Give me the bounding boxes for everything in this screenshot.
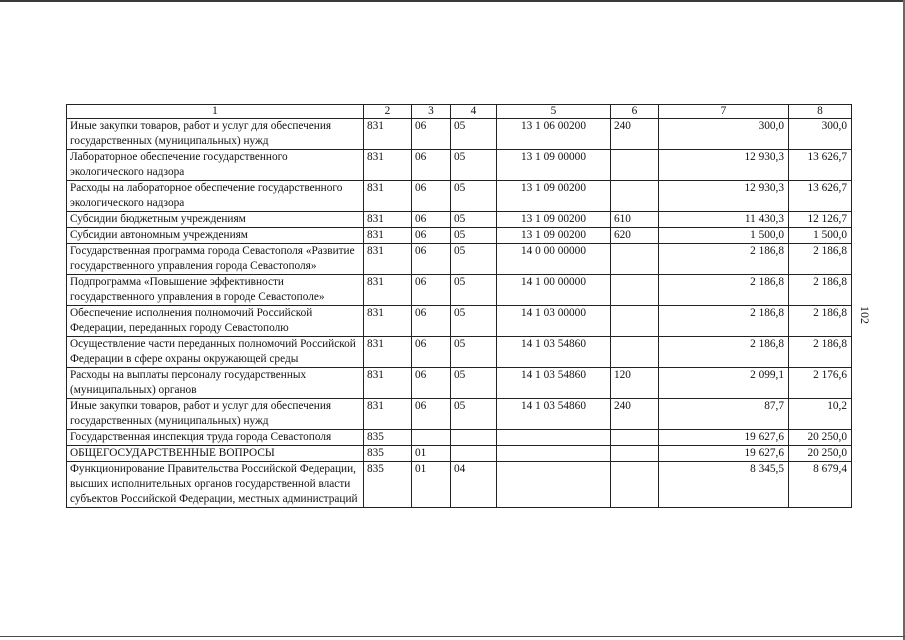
subsection-code-cell: 05 — [451, 399, 497, 430]
amount-year1-cell: 87,7 — [659, 399, 789, 430]
expense-type-cell: 240 — [611, 119, 659, 150]
row-name-cell: Лабораторное обеспечение государственного экологического надзора — [67, 150, 364, 181]
table-row — [67, 446, 852, 462]
section-code-cell: 06 — [412, 399, 451, 430]
grbs-code-cell: 831 — [364, 150, 412, 181]
scan-edge-top — [0, 0, 905, 2]
row-name-cell: Подпрограмма «Повышение эффективности государственного управления в городе Севастополе» — [67, 275, 364, 306]
section-code-cell: 06 — [412, 275, 451, 306]
amount-year2-cell: 2 186,8 — [789, 337, 852, 368]
column-header: 8 — [789, 105, 852, 119]
section-code-cell: 06 — [412, 337, 451, 368]
row-name-cell: Расходы на лабораторное обеспечение государственного экологического надзора — [67, 181, 364, 212]
amount-year2-cell: 2 186,8 — [789, 275, 852, 306]
subsection-code-cell: 05 — [451, 306, 497, 337]
section-code-cell: 06 — [412, 119, 451, 150]
row-name-cell: Субсидии бюджетным учреждениям — [67, 212, 364, 228]
amount-year2-cell: 300,0 — [789, 119, 852, 150]
table-row — [67, 150, 852, 181]
section-code-cell: 06 — [412, 212, 451, 228]
expense-type-cell — [611, 150, 659, 181]
expense-type-cell — [611, 446, 659, 462]
section-code-cell: 06 — [412, 244, 451, 275]
table-body — [67, 119, 852, 508]
amount-year1-cell: 12 930,3 — [659, 150, 789, 181]
budget-table — [66, 104, 852, 508]
column-header: 4 — [451, 105, 497, 119]
section-code-cell: 01 — [412, 462, 451, 508]
grbs-code-cell: 831 — [364, 275, 412, 306]
target-article-cell: 13 1 09 00000 — [497, 150, 611, 181]
table-row — [67, 212, 852, 228]
grbs-code-cell: 831 — [364, 244, 412, 275]
row-name-cell: Государственная инспекция труда города Севастополя — [67, 430, 364, 446]
amount-year2-cell: 2 186,8 — [789, 306, 852, 337]
table-row — [67, 275, 852, 306]
amount-year2-cell: 10,2 — [789, 399, 852, 430]
amount-year1-cell: 300,0 — [659, 119, 789, 150]
expense-type-cell — [611, 430, 659, 446]
section-code-cell: 06 — [412, 150, 451, 181]
table-row — [67, 368, 852, 399]
column-header: 2 — [364, 105, 412, 119]
target-article-cell: 13 1 09 00200 — [497, 181, 611, 212]
grbs-code-cell: 831 — [364, 228, 412, 244]
expense-type-cell — [611, 462, 659, 508]
subsection-code-cell — [451, 446, 497, 462]
expense-type-cell — [611, 337, 659, 368]
subsection-code-cell: 05 — [451, 119, 497, 150]
section-code-cell: 06 — [412, 228, 451, 244]
table-row — [67, 399, 852, 430]
grbs-code-cell: 831 — [364, 306, 412, 337]
expense-type-cell: 120 — [611, 368, 659, 399]
target-article-cell: 13 1 09 00200 — [497, 212, 611, 228]
target-article-cell: 14 0 00 00000 — [497, 244, 611, 275]
expense-type-cell — [611, 181, 659, 212]
expense-type-cell — [611, 244, 659, 275]
amount-year1-cell: 2 186,8 — [659, 244, 789, 275]
amount-year1-cell: 8 345,5 — [659, 462, 789, 508]
grbs-code-cell: 831 — [364, 368, 412, 399]
subsection-code-cell: 05 — [451, 181, 497, 212]
header-row — [67, 105, 852, 119]
amount-year1-cell: 19 627,6 — [659, 446, 789, 462]
grbs-code-cell: 831 — [364, 212, 412, 228]
grbs-code-cell: 831 — [364, 181, 412, 212]
amount-year2-cell: 20 250,0 — [789, 446, 852, 462]
grbs-code-cell: 831 — [364, 119, 412, 150]
subsection-code-cell: 05 — [451, 150, 497, 181]
grbs-code-cell: 835 — [364, 462, 412, 508]
expense-type-cell — [611, 275, 659, 306]
row-name-cell: Осуществление части переданных полномочий Российской Федерации в сфере охраны окружающей среды — [67, 337, 364, 368]
expense-type-cell: 610 — [611, 212, 659, 228]
table-row — [67, 181, 852, 212]
subsection-code-cell: 05 — [451, 212, 497, 228]
amount-year2-cell: 1 500,0 — [789, 228, 852, 244]
page-number: 102 — [858, 306, 872, 324]
amount-year2-cell: 13 626,7 — [789, 181, 852, 212]
column-header: 6 — [611, 105, 659, 119]
row-name-cell: Государственная программа города Севастополя «Развитие государственного управления города Севастополя» — [67, 244, 364, 275]
section-code-cell: 01 — [412, 446, 451, 462]
table-row — [67, 119, 852, 150]
subsection-code-cell — [451, 430, 497, 446]
expense-type-cell: 620 — [611, 228, 659, 244]
amount-year1-cell: 12 930,3 — [659, 181, 789, 212]
expense-type-cell: 240 — [611, 399, 659, 430]
grbs-code-cell: 835 — [364, 446, 412, 462]
amount-year1-cell: 1 500,0 — [659, 228, 789, 244]
grbs-code-cell: 835 — [364, 430, 412, 446]
row-name-cell: Иные закупки товаров, работ и услуг для обеспечения государственных (муниципальных) нужд — [67, 119, 364, 150]
grbs-code-cell: 831 — [364, 337, 412, 368]
column-header: 1 — [67, 105, 364, 119]
target-article-cell — [497, 446, 611, 462]
amount-year2-cell: 8 679,4 — [789, 462, 852, 508]
subsection-code-cell: 05 — [451, 368, 497, 399]
row-name-cell: Субсидии автономным учреждениям — [67, 228, 364, 244]
amount-year2-cell: 2 176,6 — [789, 368, 852, 399]
target-article-cell: 13 1 06 00200 — [497, 119, 611, 150]
section-code-cell — [412, 430, 451, 446]
amount-year1-cell: 2 186,8 — [659, 337, 789, 368]
section-code-cell: 06 — [412, 368, 451, 399]
row-name-cell: Функционирование Правительства Российской Федерации, высших исполнительных органов государственной власти субъектов Российской Федерации, местных администраций — [67, 462, 364, 508]
amount-year2-cell: 12 126,7 — [789, 212, 852, 228]
subsection-code-cell: 05 — [451, 275, 497, 306]
table-row — [67, 337, 852, 368]
row-name-cell: Обеспечение исполнения полномочий Российской Федерации, переданных городу Севастополю — [67, 306, 364, 337]
section-code-cell: 06 — [412, 306, 451, 337]
target-article-cell — [497, 462, 611, 508]
subsection-code-cell: 04 — [451, 462, 497, 508]
target-article-cell — [497, 430, 611, 446]
row-name-cell: Иные закупки товаров, работ и услуг для обеспечения государственных (муниципальных) нужд — [67, 399, 364, 430]
target-article-cell: 14 1 03 54860 — [497, 368, 611, 399]
table-row — [67, 244, 852, 275]
column-header: 7 — [659, 105, 789, 119]
target-article-cell: 14 1 03 54860 — [497, 337, 611, 368]
subsection-code-cell: 05 — [451, 337, 497, 368]
target-article-cell: 14 1 00 00000 — [497, 275, 611, 306]
grbs-code-cell: 831 — [364, 399, 412, 430]
target-article-cell: 14 1 03 00000 — [497, 306, 611, 337]
amount-year1-cell: 2 186,8 — [659, 306, 789, 337]
amount-year2-cell: 20 250,0 — [789, 430, 852, 446]
amount-year1-cell: 2 186,8 — [659, 275, 789, 306]
amount-year1-cell: 2 099,1 — [659, 368, 789, 399]
row-name-cell: ОБЩЕГОСУДАРСТВЕННЫЕ ВОПРОСЫ — [67, 446, 364, 462]
expense-type-cell — [611, 306, 659, 337]
section-code-cell: 06 — [412, 181, 451, 212]
target-article-cell: 14 1 03 54860 — [497, 399, 611, 430]
table-row — [67, 306, 852, 337]
scan-edge-bottom — [0, 636, 905, 637]
amount-year2-cell: 2 186,8 — [789, 244, 852, 275]
table-row — [67, 430, 852, 446]
amount-year2-cell: 13 626,7 — [789, 150, 852, 181]
target-article-cell: 13 1 09 00200 — [497, 228, 611, 244]
column-header: 5 — [497, 105, 611, 119]
row-name-cell: Расходы на выплаты персоналу государственных (муниципальных) органов — [67, 368, 364, 399]
column-header: 3 — [412, 105, 451, 119]
table-row — [67, 462, 852, 508]
subsection-code-cell: 05 — [451, 244, 497, 275]
table-row — [67, 228, 852, 244]
amount-year1-cell: 11 430,3 — [659, 212, 789, 228]
subsection-code-cell: 05 — [451, 228, 497, 244]
amount-year1-cell: 19 627,6 — [659, 430, 789, 446]
